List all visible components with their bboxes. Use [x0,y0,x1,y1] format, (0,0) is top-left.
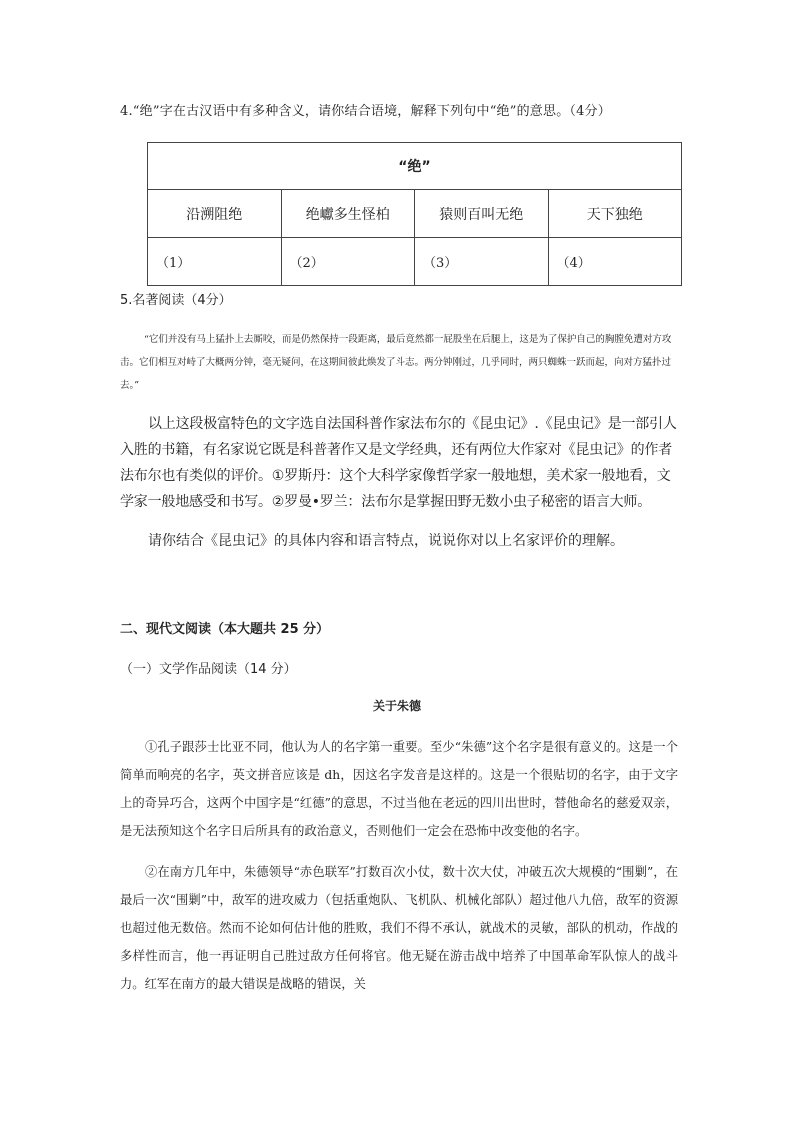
table-header: “绝” [148,143,682,190]
answer-cell[interactable]: （1） [148,238,282,286]
question-4: 4.“绝”字在古汉语中有多种含义，请你结合语境，解释下列句中“绝”的意思。（4分） [120,104,611,119]
intro-paragraph: 以上这段极富特色的文字选自法国科普作家法布尔的《昆虫记》.《昆虫记》是一部引人入胜的书籍，有名家说它既是科普著作又是文学经典，还有两位大作家对《昆虫记》的作者法布尔也有类似的评价。①罗斯丹：这个大科学家像哲学家一般地想，美术家一般地看，文学家一般地感受和书写。②罗曼•罗兰：法布尔是掌握田野无数小虫子秘密的语言大师。 [120,416,677,510]
quote-passage: “它们并没有马上猛扑上去厮咬，而是仍然保持一段距离，最后竟然都一屁股坐在后腿上，这是为了保护自己的胸膛免遭对方攻击。它们相互对峙了大概两分钟，毫无疑问，在这期间彼此焕发了斗志。两分钟刚过，几乎同时，两只蜘蛛一跃而起，向对方猛扑过去。” [120,334,672,391]
subsection-1-heading: （一）文学作品阅读（14 分） [120,662,297,677]
jue-meaning-table [147,142,682,286]
question-5-title: 5.名著阅读（4分） [120,293,232,308]
answer-cell[interactable]: （2） [281,238,415,286]
section-2-heading: 二、现代文阅读（本大题共 25 分） [120,622,330,637]
article-title: 关于朱德 [372,699,421,713]
answer-cell[interactable]: （3） [415,238,549,286]
table-word: 绝巘多生怪柏 [281,190,415,238]
table-word: 猿则百叫无绝 [415,190,549,238]
article-paragraph-1: ①孔子跟莎士比亚不同，他认为人的名字第一重要。至少“朱德”这个名字是很有意义的。这是一个简单而响亮的名字，英文拼音应该是 dh，因这名字发音是这样的。这是一个很贴切的名字，由于文字上的奇异巧合，这两个中国字是“红德”的意思，不过当他在老远的四川出世时，替他命名的慈爱双亲，是无法预知这个名字日后所具有的政治意义，否则他们一定会在恐怖中改变他的名字。 [120,740,678,838]
article-paragraph-2: ②在南方几年中，朱德领导“赤色联军”打数百次小仗，数十次大仗，冲破五次大规模的“围剿”，在最后一次“围剿”中，敌军的进攻威力（包括重炮队、飞机队、机械化部队）超过他八九倍，敌军的资源也超过他无数倍。然而不论如何估计他的胜败，我们不得不承认，就战术的灵敏，部队的机动，作战的多样性而言，他一再证明自己胜过敌方任何将官。他无疑在游击战中培养了中国革命军队惊人的战斗力。红军在南方的最大错误是战略的错误，关 [120,865,678,991]
prompt-paragraph: 请你结合《昆虫记》的具体内容和语言特点，说说你对以上名家评价的理解。 [148,533,624,549]
table-word: 天下独绝 [548,190,682,238]
answer-cell[interactable]: （4） [548,238,682,286]
table-word: 沿溯阻绝 [148,190,282,238]
